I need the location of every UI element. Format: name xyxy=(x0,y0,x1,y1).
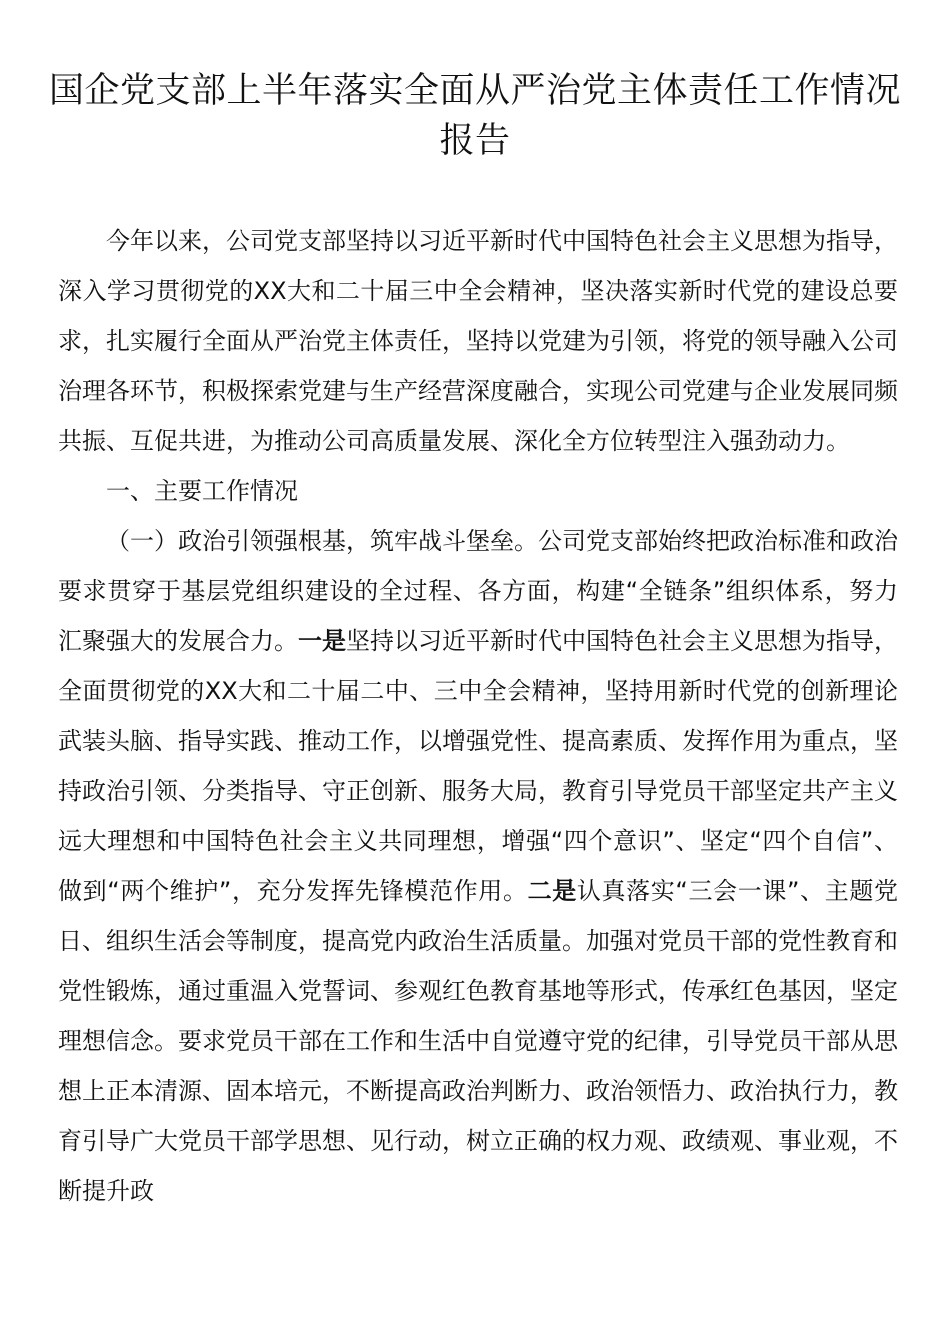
subsection-paragraph xyxy=(58,516,898,1216)
point1-text: 坚持以习近平新时代中国特色社会主义思想为指导，全面贯彻党的XX大和二十届二中、三中全会精神，坚持用新时代党的创新理论武装头脑、指导实践、推动工作，以增强党性、提高素质、发挥作用为重点，坚持政治引领、分类指导、守正创新、服务大局，教育引导党员干部坚定共产主义远大理想和中国特色社会主义共同理想，增强“四个意识”、坚定“四个自信”、做到“两个维护”，充分发挥先锋模范作用。 xyxy=(58,627,898,905)
document-title: 国企党支部上半年落实全面从严治党主体责任工作情况报告 xyxy=(48,71,901,161)
document-body xyxy=(58,216,898,1216)
section-heading: 一、主要工作情况 xyxy=(106,477,298,505)
subsection-lead: （一）政治引领强根基，筑牢战斗堡垒。公司党支部始终把政治标准和政治要求贯穿于基层党组织建设的全过程、各方面，构建“全链条”组织体系，努力汇聚强大的发展合力。 xyxy=(58,527,898,655)
point1-label: 一是 xyxy=(298,627,346,655)
intro-paragraph: 今年以来，公司党支部坚持以习近平新时代中国特色社会主义思想为指导，深入学习贯彻党的XX大和二十届三中全会精神，坚决落实新时代党的建设总要求，扎实履行全面从严治党主体责任，坚持以党建为引领，将党的领导融入公司治理各环节，积极探索党建与生产经营深度融合，实现公司党建与企业发展同频共振、互促共进，为推动公司高质量发展、深化全方位转型注入强劲动力。 xyxy=(58,227,898,455)
point2-text: 认真落实“三会一课”、主题党日、组织生活会等制度，提高党内政治生活质量。加强对党员干部的党性教育和党性锻炼，通过重温入党誓词、参观红色教育基地等形式，传承红色基因，坚定理想信念。要求党员干部在工作和生活中自觉遵守党的纪律，引导党员干部从思想上正本清源、固本培元，不断提高政治判断力、政治领悟力、政治执行力，教育引导广大党员干部学思想、见行动，树立正确的权力观、政绩观、事业观，不断提升政 xyxy=(58,877,899,1205)
point2-label: 二是 xyxy=(527,877,577,905)
